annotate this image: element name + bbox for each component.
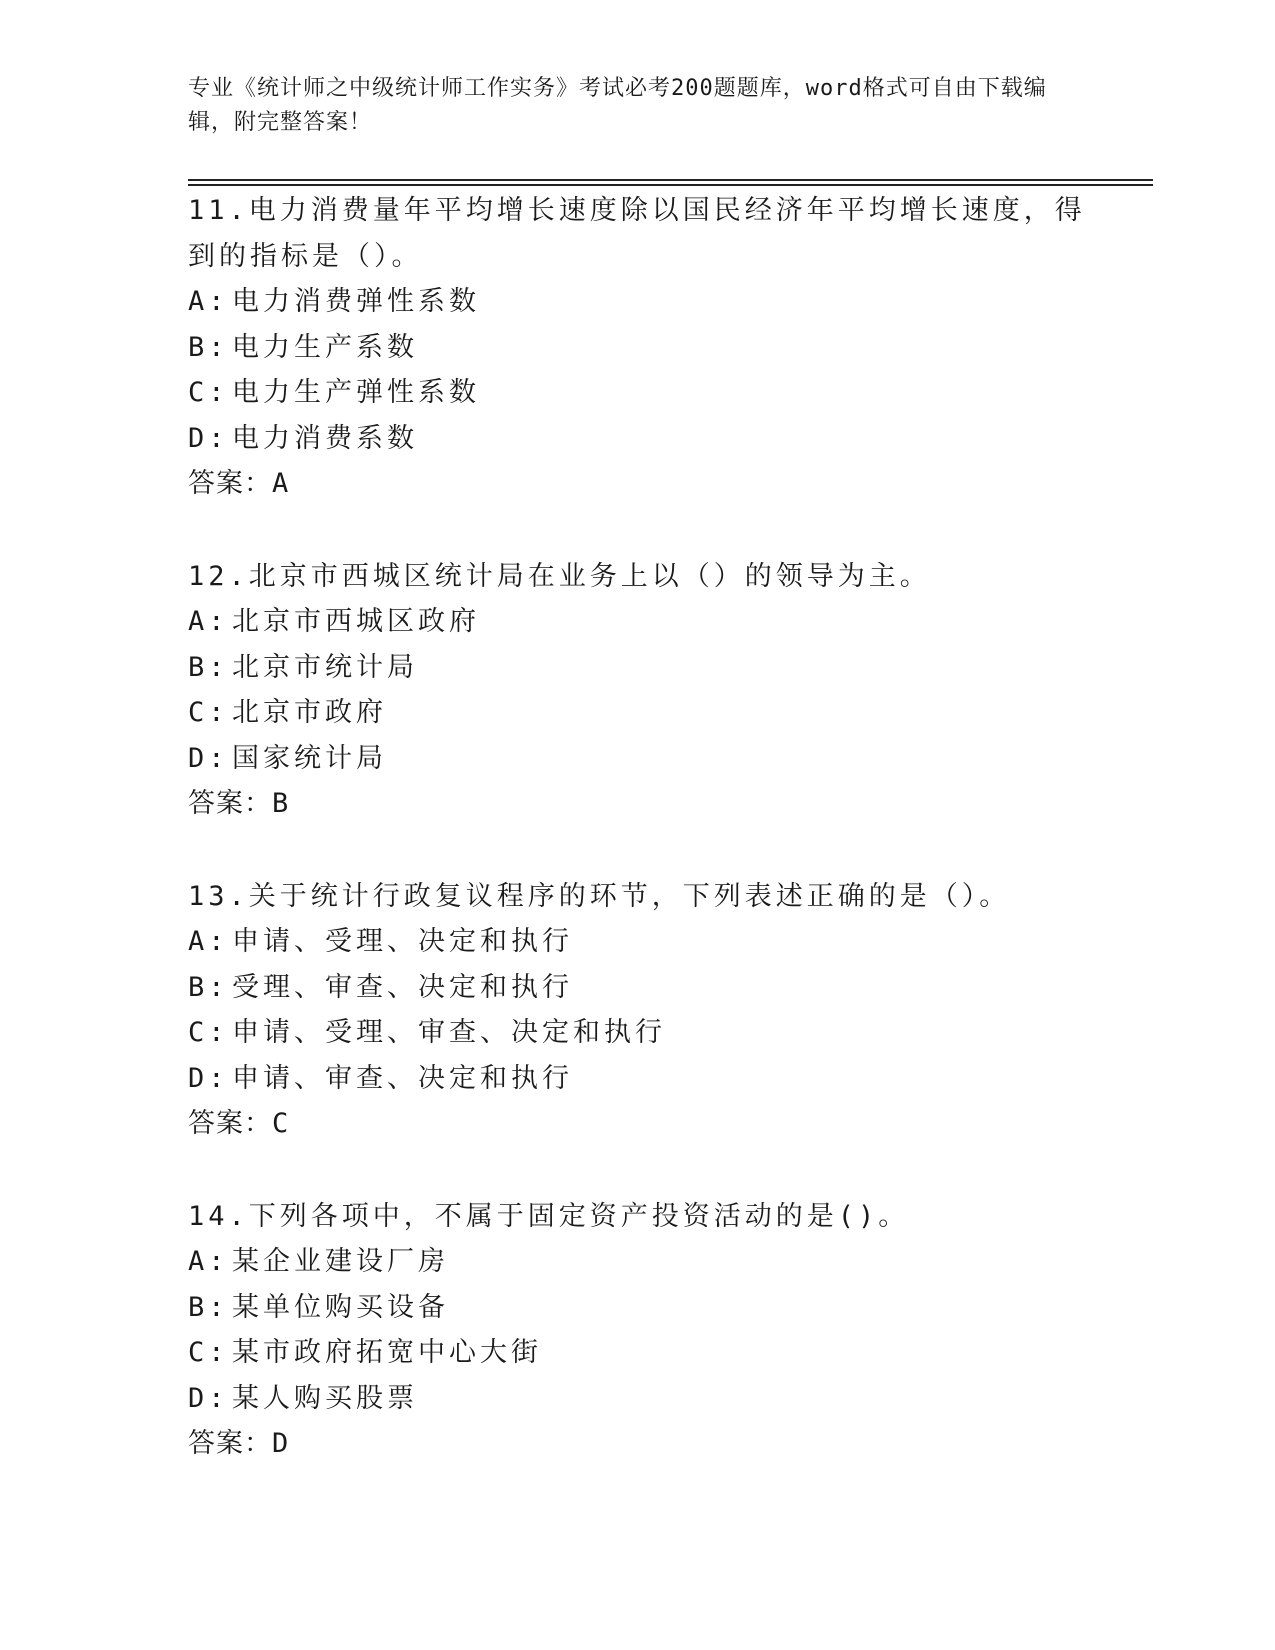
question-14 [188,1194,1088,1467]
option-b [188,965,1088,1011]
option-text: 某人购买股票 [232,1382,418,1414]
option-text: 某市政府拓宽中心大街 [232,1337,542,1368]
option-b [188,1285,1088,1331]
option-d [188,1056,1088,1102]
option-text: 电力生产系数 [232,331,418,363]
question-number: 13. [188,880,249,912]
option-text: 某单位购买设备 [232,1291,449,1323]
question-13 [188,874,1088,1147]
answer-label: 答案： [188,788,272,819]
answer-label: 答案： [188,1428,272,1459]
question-text [188,554,1088,600]
question-number: 11. [188,195,249,226]
question-11 [188,188,1088,507]
answer-label: 答案： [188,1108,272,1139]
option-label: C: [188,377,229,408]
answer-value: A [272,468,290,499]
option-text: 北京市西城区政府 [232,606,480,637]
option-text: 电力消费弹性系数 [232,286,480,317]
option-text: 申请、受理、审查、决定和执行 [232,1017,666,1048]
option-b [188,325,1088,371]
option-text: 北京市统计局 [232,651,418,683]
option-text: 受理、审查、决定和执行 [232,971,573,1003]
option-label: A: [188,1246,229,1277]
option-label: A: [188,286,229,317]
question-number: 14. [188,1200,249,1232]
option-label: B: [188,331,229,363]
answer-label: 答案： [188,468,272,499]
option-label: D: [188,1382,229,1414]
option-c [188,690,1088,736]
option-d [188,736,1088,782]
option-label: D: [188,1062,229,1094]
question-stem: 北京市西城区统计局在业务上以（）的领导为主。 [248,560,931,592]
option-d [188,1376,1088,1422]
question-list [188,188,1088,1514]
question-text [188,188,1088,279]
option-label: B: [188,1291,229,1323]
answer-line [188,461,1088,507]
option-c [188,1330,1088,1376]
option-label: C: [188,1017,229,1048]
question-text [188,874,1088,920]
question-12 [188,554,1088,827]
option-label: B: [188,971,229,1003]
option-text: 申请、受理、决定和执行 [232,926,573,957]
answer-value: B [272,788,290,819]
option-label: A: [188,606,229,637]
answer-value: C [272,1108,290,1139]
option-text: 某企业建设厂房 [232,1246,449,1277]
question-stem: 下列各项中，不属于固定资产投资活动的是()。 [248,1200,910,1232]
header-divider-bottom [188,184,1153,186]
option-a [188,599,1088,645]
option-text: 国家统计局 [232,742,387,774]
option-label: C: [188,1337,229,1368]
header-title: 专业《统计师之中级统计师工作实务》考试必考200题题库，word格式可自由下载编辑，附完整答案！ [188,76,1047,135]
option-label: A: [188,926,229,957]
option-d [188,416,1088,462]
option-text: 申请、审查、决定和执行 [232,1062,573,1094]
option-a [188,1239,1088,1285]
option-c [188,370,1088,416]
question-stem: 关于统计行政复议程序的环节，下列表述正确的是（）。 [248,880,1011,912]
option-text: 电力生产弹性系数 [232,377,480,408]
option-text: 北京市政府 [232,697,387,728]
option-label: D: [188,742,229,774]
option-label: B: [188,651,229,683]
option-label: C: [188,697,229,728]
answer-value: D [272,1428,290,1459]
document-header [188,72,1068,140]
option-b [188,645,1088,691]
option-a [188,279,1088,325]
question-text [188,1194,1088,1240]
option-text: 电力消费系数 [232,422,418,454]
answer-line [188,1421,1088,1467]
answer-line [188,781,1088,827]
question-stem: 电力消费量年平均增长速度除以国民经济年平均增长速度，得到的指标是（）。 [188,195,1086,272]
header-divider-top [188,179,1153,181]
answer-line [188,1101,1088,1147]
option-c [188,1010,1088,1056]
option-a [188,919,1088,965]
option-label: D: [188,422,229,454]
question-number: 12. [188,560,249,592]
